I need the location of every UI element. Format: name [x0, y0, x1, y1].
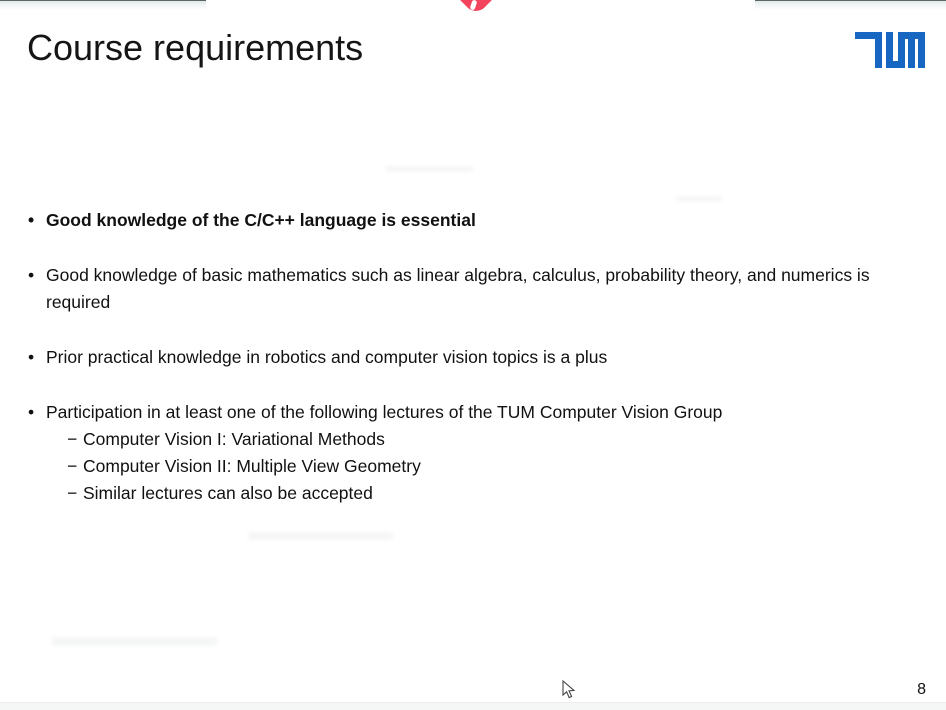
bullet-text: Participation in at least one of the following lectures of the TUM Computer Vision Group — [46, 402, 723, 422]
sub-bullet-text: Computer Vision I: Variational Methods — [83, 429, 385, 449]
bullet-item — [27, 344, 919, 371]
bullet-text: Prior practical knowledge in robotics and computer vision topics is a plus — [46, 347, 608, 367]
tum-logo-icon — [855, 32, 925, 68]
bullet-text: Good knowledge of the C/C++ language is essential — [46, 210, 476, 230]
page-title: Course requirements — [27, 27, 364, 68]
bullet-text: Good knowledge of basic mathematics such as linear algebra, calculus, probability theory, and numerics is required — [46, 265, 870, 312]
mouse-cursor-icon — [562, 680, 576, 699]
bullet-marker-icon: • — [28, 402, 35, 422]
bullet-item — [27, 399, 919, 507]
sub-bullet-text: Computer Vision II: Multiple View Geometry — [83, 456, 421, 476]
slide-body — [27, 207, 919, 507]
sub-bullet-text: Similar lectures can also be accepted — [83, 483, 373, 503]
bullet-item — [27, 262, 919, 316]
sub-bullet-item — [46, 453, 919, 480]
top-right-edge-strip — [755, 0, 946, 10]
bullet-marker-icon: • — [28, 265, 35, 285]
top-left-edge-strip — [0, 0, 206, 10]
render-artifact — [248, 532, 393, 540]
pin-icon[interactable] — [444, 0, 508, 24]
sub-bullet-item — [46, 480, 919, 507]
bottom-edge-strip — [0, 702, 946, 710]
bullet-marker-icon: • — [28, 210, 35, 230]
dash-marker-icon: − — [67, 456, 78, 476]
render-artifact — [385, 166, 473, 172]
bullet-marker-icon: • — [28, 347, 35, 367]
render-artifact — [52, 637, 217, 646]
sub-bullet-list — [46, 426, 919, 507]
render-artifact — [676, 196, 722, 202]
bullet-list — [27, 207, 919, 507]
sub-bullet-item — [46, 426, 919, 453]
bullet-item — [27, 207, 919, 234]
dash-marker-icon: − — [67, 429, 78, 449]
page-number: 8 — [917, 681, 926, 698]
dash-marker-icon: − — [67, 483, 78, 503]
